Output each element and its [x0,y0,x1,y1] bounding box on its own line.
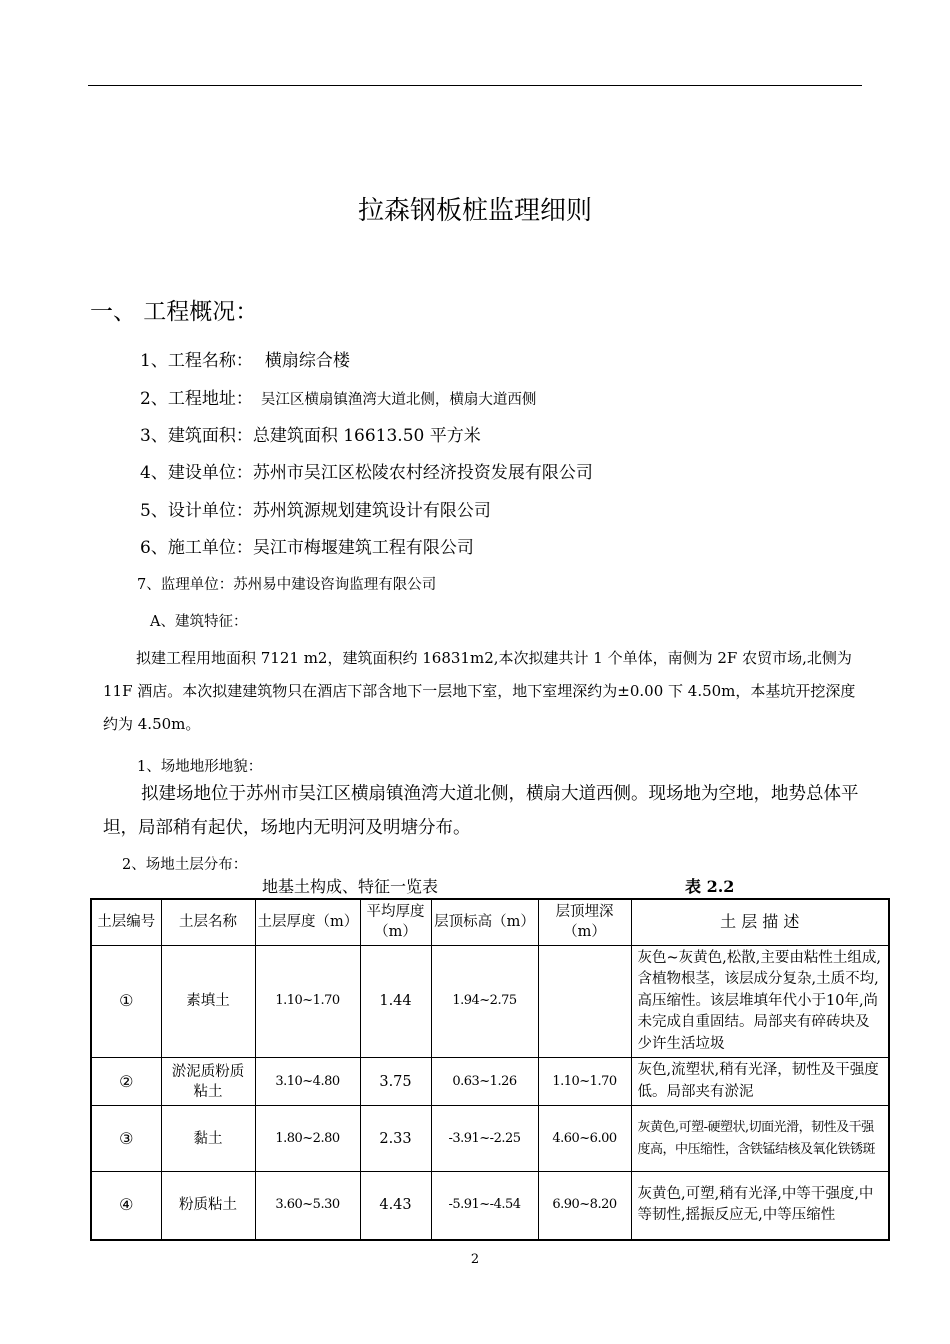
item-4 [140,458,593,483]
item-label: 6、施工单位： [140,538,253,558]
header-cell: 土层名称 [161,899,255,945]
cell-desc: 灰色,流塑状,稍有光泽，韧性及干强度低。局部夹有淤泥 [631,1058,889,1106]
item-value: 横扇综合楼 [264,351,350,371]
cell-no: ③ [91,1106,161,1172]
item-2 [140,384,536,409]
cell-desc: 灰黄色,可塑-硬塑状,切面光滑，韧性及干强度高，中压缩性，含铁锰结核及氧化铁锈斑 [631,1106,889,1172]
page-number: 2 [470,1252,480,1267]
subheading-soil: 2、场地土层分布： [122,857,248,873]
table-number: 表 2.2 [685,877,735,896]
item-1 [140,346,350,371]
cell-desc: 灰色~灰黄色,松散,主要由粘性土组成,含植物根茎，该层成分复杂,土质不均,高压缩性。该层堆填年代小于10年,尚未完成自重固结。局部夹有碎砖块及少许生活垃圾 [631,945,889,1058]
paragraph-building-features: 拟建工程用地面积 7121 m2，建筑面积约 16831m2,本次拟建共计 1 个单体，南侧为 2F 农贸市场,北侧为 11F 酒店。本次拟建建筑物只在酒店下部含地下一层地下室，地下室埋深约为±0.00 下 4.50m，本基坑开挖深度约为 4.50m。 [103,649,856,733]
item-value: 吴江区横扇镇渔湾大道北侧，横扇大道西侧 [260,392,537,408]
cell-no: ① [91,945,161,1058]
cell-top-depth: 4.60~6.00 [538,1106,631,1172]
cell-thickness: 3.60~5.30 [255,1172,360,1240]
cell-top-elev: 0.63~1.26 [431,1058,538,1106]
cell-top-depth [538,945,631,1058]
table-row [91,1058,889,1106]
item-5 [140,496,491,521]
cell-thickness: 3.10~4.80 [255,1058,360,1106]
table-caption: 地基土构成、特征一览表 [262,877,439,896]
header-cell: 平均厚度（m） [360,899,431,945]
header-cell: 土层厚度（m） [255,899,360,945]
header-cell: 层顶埋深（m） [538,899,631,945]
header-cell: 土 层 描 述 [631,899,889,945]
cell-top-elev: 1.94~2.75 [431,945,538,1058]
section-a-heading: A、建筑特征： [150,614,248,630]
item-value: 苏州筑源规划建筑设计有限公司 [252,501,491,521]
soil-table [90,898,890,1241]
cell-thickness: 1.80~2.80 [255,1106,360,1172]
cell-name: 粉质粘土 [161,1172,255,1240]
cell-avg: 2.33 [360,1106,431,1172]
cell-avg: 1.44 [360,945,431,1058]
item-label: 5、设计单位： [140,501,253,521]
document-title: 拉森钢板桩监理细则 [357,196,592,226]
item-7: 7、监理单位：苏州易中建设咨询监理有限公司 [137,577,437,593]
cell-top-elev: -3.91~-2.25 [431,1106,538,1172]
cell-no: ④ [91,1172,161,1240]
header-cell: 土层编号 [91,899,161,945]
cell-top-elev: -5.91~-4.54 [431,1172,538,1240]
table-row [91,945,889,1058]
cell-desc: 灰黄色,可塑,稍有光泽,中等干强度,中等韧性,摇振反应无,中等压缩性 [631,1172,889,1240]
cell-top-depth: 6.90~8.20 [538,1172,631,1240]
cell-thickness: 1.10~1.70 [255,945,360,1058]
section-heading: 一、 工程概况： [90,299,259,325]
item-3 [140,421,481,446]
cell-top-depth: 1.10~1.70 [538,1058,631,1106]
item-6 [140,533,474,558]
cell-no: ② [91,1058,161,1106]
cell-name: 黏土 [161,1106,255,1172]
table-header-row [91,899,889,945]
subheading-terrain: 1、场地地形地貌： [137,759,263,775]
cell-name: 淤泥质粉质粘土 [161,1058,255,1106]
item-value: 苏州市吴江区松陵农村经济投资发展有限公司 [252,463,593,483]
item-label: 4、建设单位： [140,463,253,483]
table-row [91,1172,889,1240]
header-rule [88,85,862,86]
item-value: 总建筑面积 16613.50 平方米 [252,426,481,446]
item-label: 2、工程地址： [140,389,253,409]
item-value: 吴江市梅堰建筑工程有限公司 [252,538,474,558]
cell-avg: 4.43 [360,1172,431,1240]
cell-avg: 3.75 [360,1058,431,1106]
table-row [91,1106,889,1172]
header-cell: 层顶标高（m） [431,899,538,945]
paragraph-terrain: 拟建场地位于苏州市吴江区横扇镇渔湾大道北侧，横扇大道西侧。现场地为空地，地势总体平坦，局部稍有起伏，场地内无明河及明塘分布。 [103,784,859,838]
cell-name: 素填土 [161,945,255,1058]
item-label: 3、建筑面积： [140,426,253,446]
item-label: 1、工程名称： [140,351,253,371]
